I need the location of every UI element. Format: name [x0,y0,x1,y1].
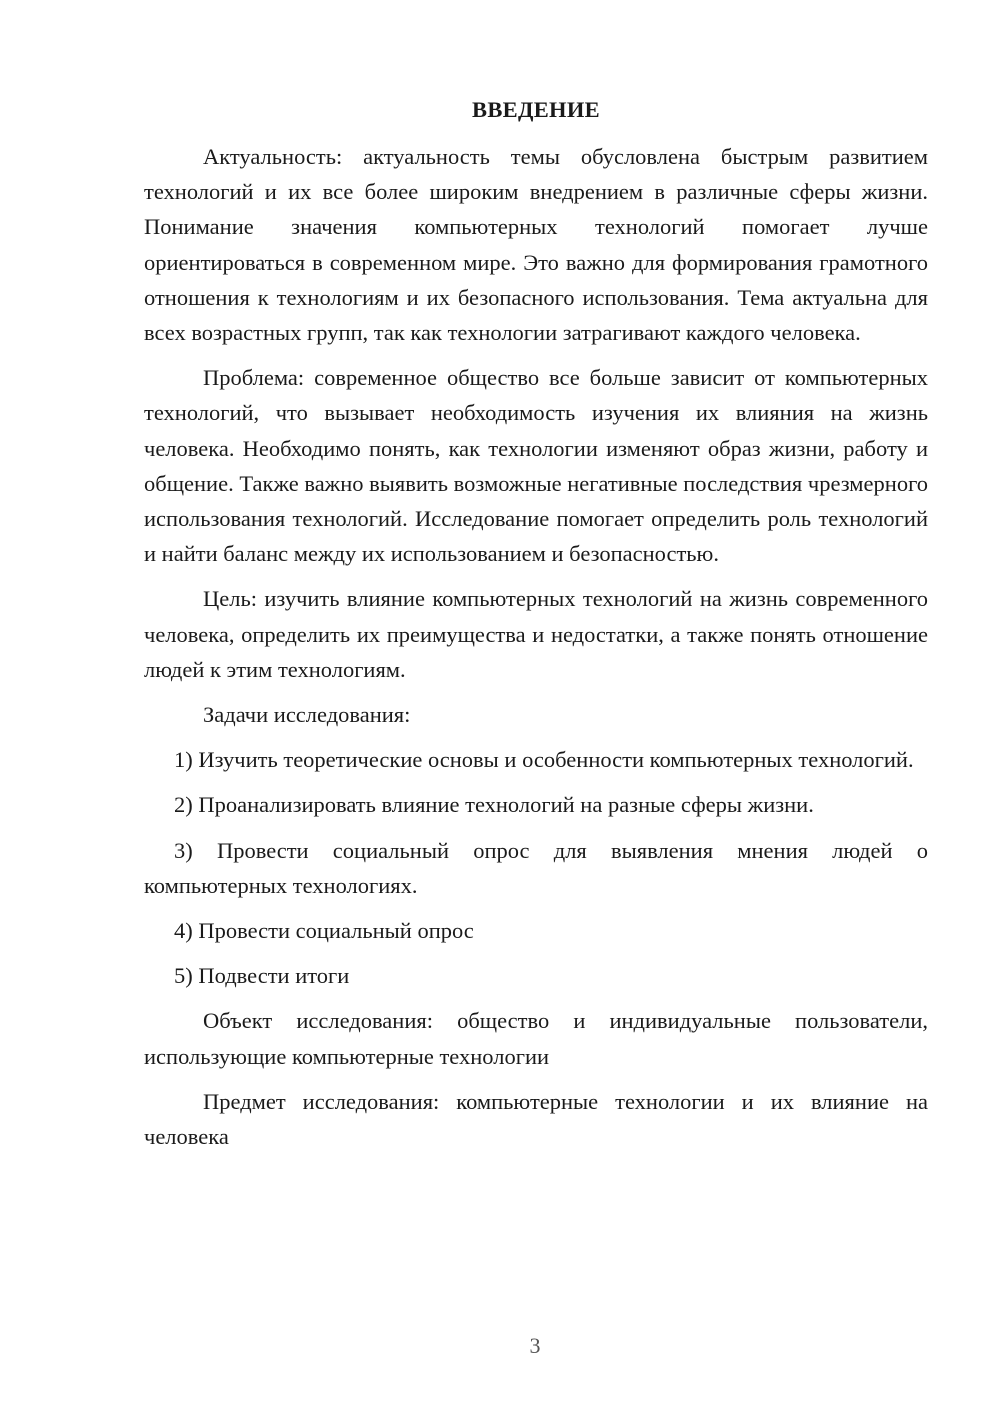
task-item: 3) Провести социальный опрос для выявления мнения людей о компьютерных технологиях. [144,837,928,898]
page-content [144,92,928,1164]
object-paragraph: Объект исследования: общество и индивидуальные пользователи, использующие компьютерные технологии [144,1008,928,1069]
page-number: 3 [529,1333,541,1358]
task-item: 1) Изучить теоретические основы и особенности компьютерных технологий. [174,747,914,773]
page-title: ВВЕДЕНИЕ [472,97,600,122]
tasks-heading: Задачи исследования: [203,702,411,728]
relevance-paragraph: Актуальность: актуальность темы обусловлена быстрым развитием технологий и их все более широким внедрением в различные сферы жизни. Понимание значения компьютерных технологий помогает лучше ориентироваться в современном мире. Это важно для формирования грамотного отношения к технологиям и их безопасного использования. Тема актуальна для всех возрастных групп, так как технологии затрагивают каждого человека. [144,144,928,346]
subject-paragraph: Предмет исследования: компьютерные технологии и их влияние на человека [144,1088,928,1150]
task-item: 4) Провести социальный опрос [174,918,474,944]
task-item: 2) Проанализировать влияние технологий на разные сферы жизни. [174,792,814,818]
goal-paragraph: Цель: изучить влияние компьютерных технологий на жизнь современного человека, определить их преимущества и недостатки, а также понять отношение людей к этим технологиям. [144,586,928,682]
problem-paragraph: Проблема: современное общество все больше зависит от компьютерных технологий, что вызывает необходимость изучения их влияния на жизнь человека. Необходимо понять, как технологии изменяют образ жизни, работу и общение. Также важно выявить возможные негативные последствия чрезмерного использования технологий. Исследование помогает определить роль технологий и найти баланс между их использованием и безопасностью. [144,365,928,567]
task-item: 5) Подвести итоги [174,963,350,989]
